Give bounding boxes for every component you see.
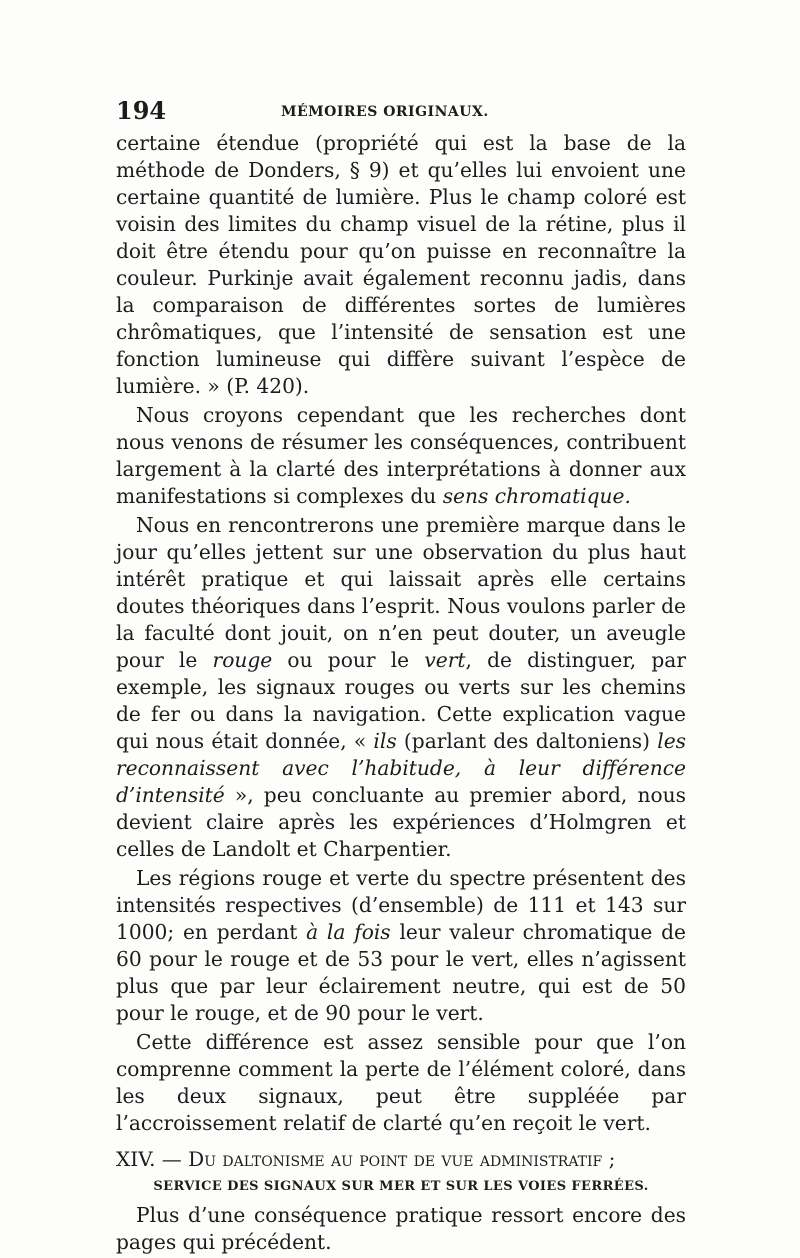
page-number: 194 [116,96,167,125]
running-title: MÉMOIRES ORIGINAUX. [281,104,489,120]
italic-text: rouge [212,648,273,672]
italic-text: ils [373,729,397,753]
paragraph [116,512,686,863]
paragraph [116,865,686,1027]
section-title: Du daltonisme au point de vue administratif ; [188,1147,616,1171]
text-run: , de distinguer, par exemple, les signaux rouges ou verts sur les chemins de fer ou dans la navigation. Cette explication vague qui nous était donnée, « [116,648,686,753]
paragraph [116,402,686,510]
body-text [116,130,686,1137]
section-heading [116,1145,686,1173]
text-run: ou pour le [272,648,425,672]
text-run: (parlant des daltoniens) [396,729,658,753]
text-run: Cette différence est assez sensible pour que l’on comprenne comment la perte de l’élément coloré, dans les deux signaux, peut être suppléée par l’accroissement relatif de clarté qu’en reçoit le vert. [116,1030,686,1135]
text-run: certaine étendue (propriété qui est la base de la méthode de Donders, § 9) et qu’elles lui envoient une certaine quantité de lumière. Plus le champ coloré est voisin des limites du champ visuel de la rétine, plus il doit être étendu pour qu’on puisse en reconnaître la couleur. Purkinje avait également reconnu jadis, dans la comparaison de différentes sortes de lumières chrômatiques, que l’intensité de sensation est une fonction lumineuse qui diffère suivant l’espèce de lumière. » (P. 420). [116,131,686,398]
italic-text: vert [424,648,466,672]
page [116,96,686,1258]
text-run: », peu concluante au premier abord, nous devient claire après les expériences d’Holmgren et celles de Landolt et Charpentier. [116,783,686,861]
section-number: XIV. — [116,1147,182,1171]
final-paragraph: Plus d’une conséquence pratique ressort encore des pages qui précédent. [116,1203,686,1254]
italic-text: les reconnaissent avec l’habitude, à leur différence d’intensité [116,729,687,807]
running-head [116,96,686,126]
text-run: Nous en rencontrerons une première marque dans le jour qu’elles jettent sur une observation du plus haut intérêt pratique et qui laissait après elle certains doutes théoriques dans l’esprit. Nous voulons parler de la faculté dont jouit, on n’en peut douter, un aveugle pour le [116,513,686,672]
italic-text: à la fois [306,920,391,944]
italic-text: sens chromatique. [442,484,631,508]
paragraph [116,1029,686,1137]
paragraph [116,130,686,400]
text-run: Les régions rouge et verte du spectre présentent des intensités respectives (d’ensemble) de 111 et 143 sur 1000; en perdant [116,866,686,944]
section-subtitle: SERVICE DES SIGNAUX SUR MER ET SUR LES VOIES FERRÉES. [153,1179,649,1194]
text-run: Nous croyons cependant que les recherches dont nous venons de résumer les conséquences, contribuent largement à la clarté des interprétations à donner aux manifestations si complexes du [116,403,686,508]
text-run: leur valeur chromatique de 60 pour le rouge et de 53 pour le vert, elles n’agissent plus que par leur éclairement neutre, qui est de 50 pour le rouge, et de 90 pour le vert. [116,920,686,1025]
